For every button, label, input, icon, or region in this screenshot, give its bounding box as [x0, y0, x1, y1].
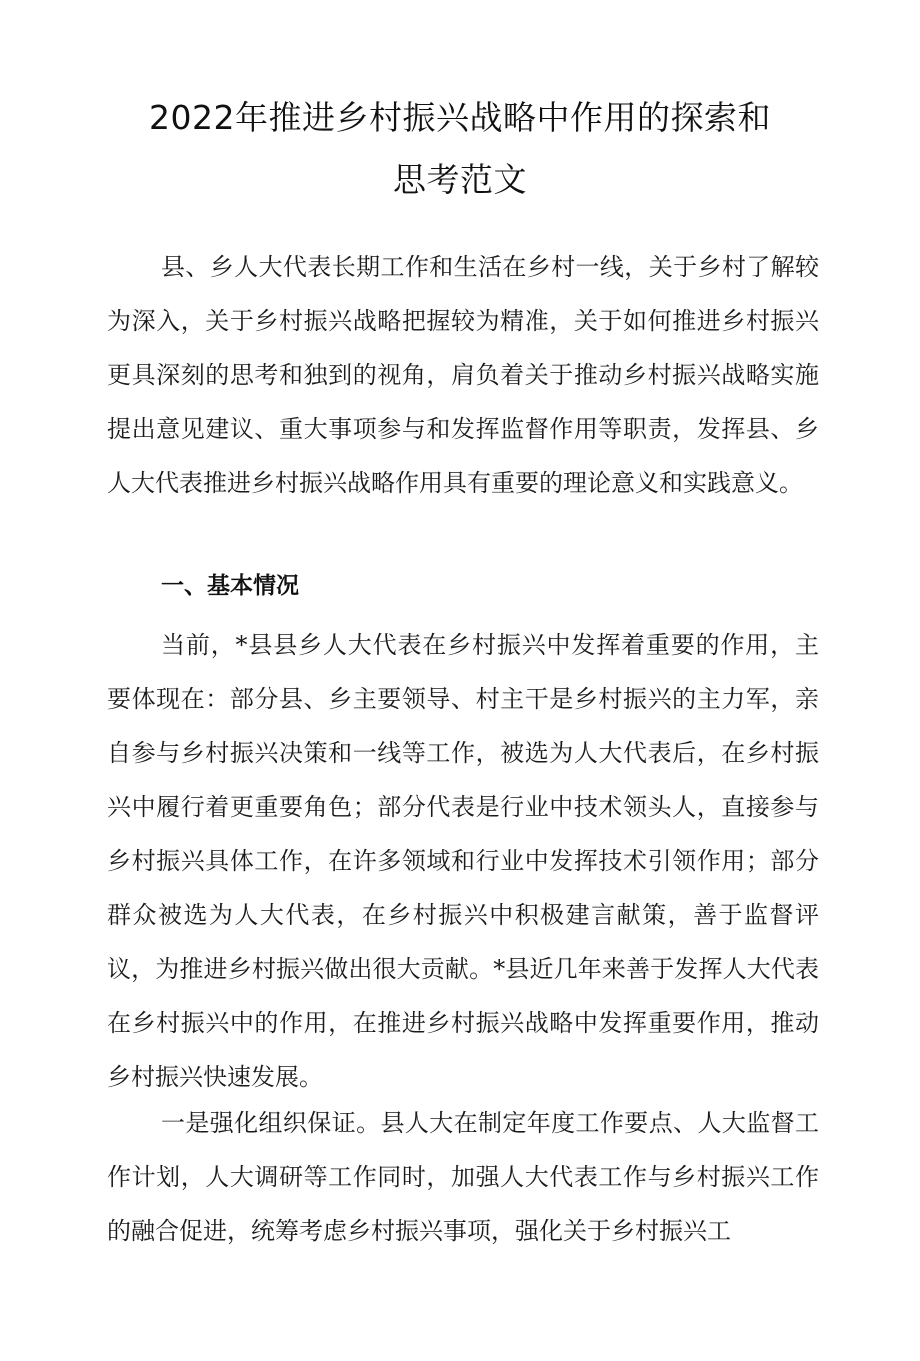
paragraph-current-situation: 当前，*县县乡人大代表在乡村振兴中发挥着重要的作用，主要体现在：部分县、乡主要领导、村主干是乡村振兴的主力军，亲自参与乡村振兴决策和一线等工作，被选为人大代表后，在乡村振兴中履行着更重要角色；部分代表是行业中技术领头人，直接参与乡村振兴具体工作，在许多领域和行业中发挥技术引领作用；部分群众被选为人大代表，在乡村振兴中积极建言献策，善于监督评议，为推进乡村振兴做出很大贡献。*县近几年来善于发挥人大代表在乡村振兴中的作用，在推进乡村振兴战略中发挥重要作用，推动乡村振兴快速发展。: [107, 631, 819, 1091]
paragraph-organization-guarantee: 一是强化组织保证。县人大在制定年度工作要点、人大监督工作计划，人大调研等工作同时，加强人大代表工作与乡村振兴工作的融合促进，统筹考虑乡村振兴事项，强化关于乡村振兴工: [107, 1109, 819, 1245]
section-heading-basic-situation: 一、基本情况: [161, 573, 299, 599]
document-title-line-2: 思考范文: [393, 160, 527, 199]
paragraph-intro: 县、乡人大代表长期工作和生活在乡村一线，关于乡村了解较为深入，关于乡村振兴战略把握较为精准，关于如何推进乡村振兴更具深刻的思考和独到的视角，肩负着关于推动乡村振兴战略实施提出意见建议、重大事项参与和发挥监督作用等职责，发挥县、乡人大代表推进乡村振兴战略作用具有重要的理论意义和实践意义。: [107, 253, 819, 497]
document-title-line-1: 2022年推进乡村振兴战略中作用的探索和: [149, 98, 771, 137]
